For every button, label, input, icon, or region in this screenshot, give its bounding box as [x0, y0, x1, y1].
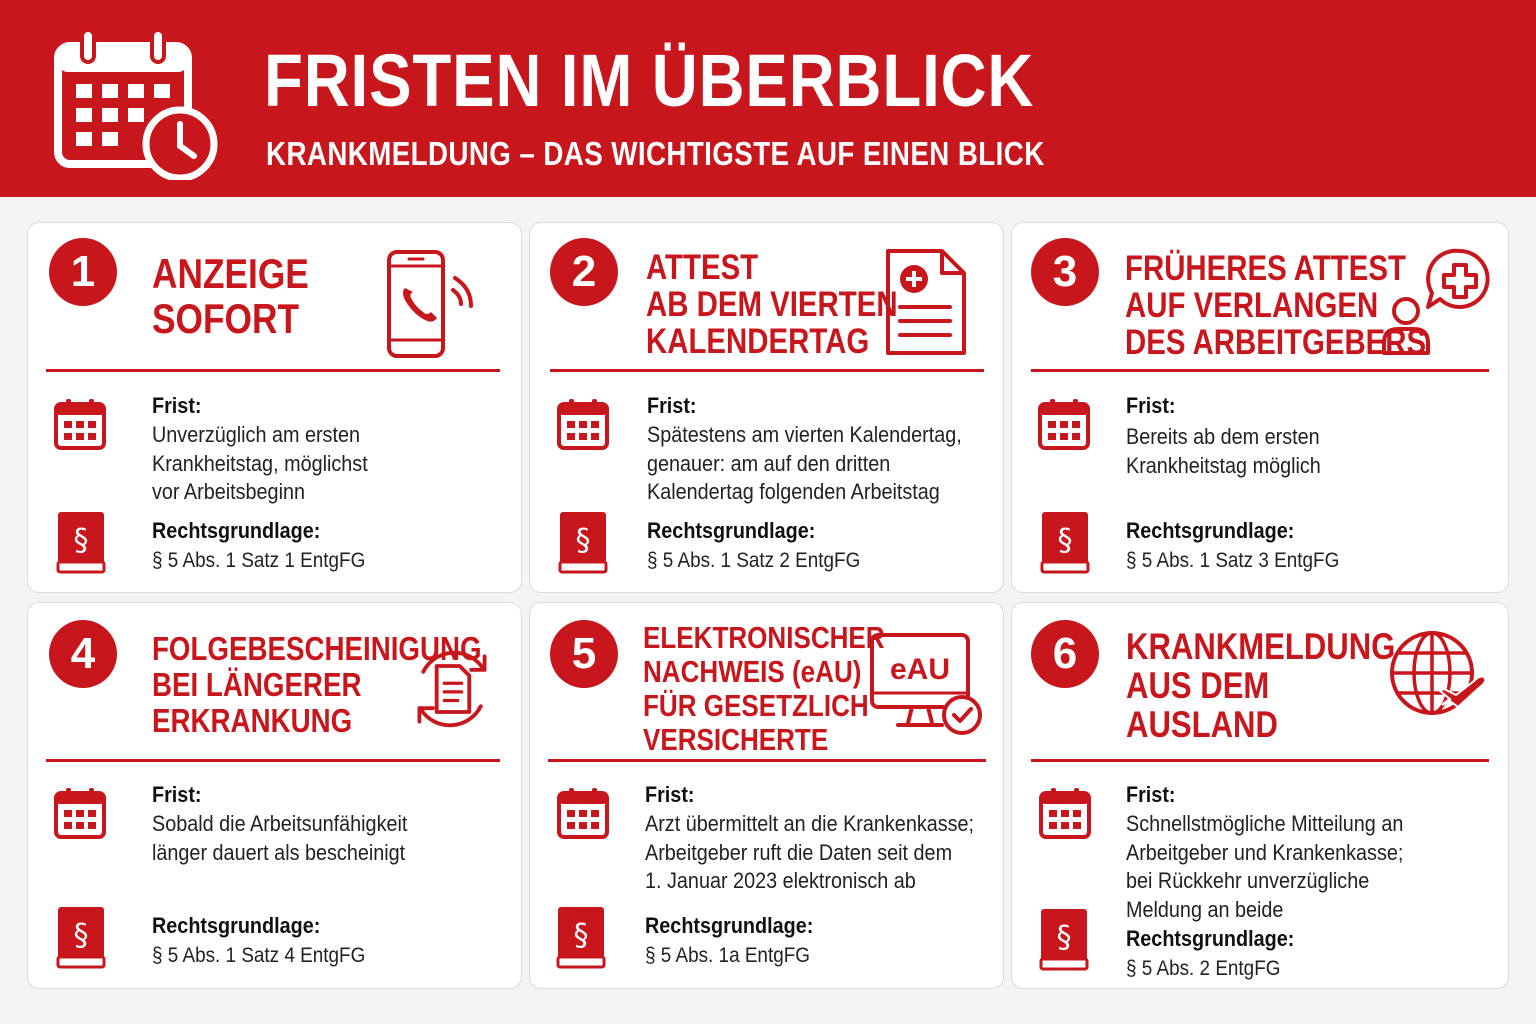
card-number: 4 — [49, 620, 117, 688]
svg-text:§: § — [73, 918, 89, 953]
card-6 — [1011, 602, 1509, 989]
divider — [46, 369, 500, 372]
card-number: 1 — [49, 238, 117, 306]
divider — [1031, 759, 1489, 762]
medical-document-icon — [884, 247, 968, 357]
deadline-label: Frist: — [1126, 782, 1176, 807]
deadline-label: Frist: — [152, 782, 202, 807]
law-book-icon — [56, 510, 106, 574]
document-renew-icon — [406, 643, 498, 735]
globe-plane-icon — [1388, 629, 1492, 729]
svg-text:§: § — [73, 523, 89, 558]
legal-basis-text: § 5 Abs. 1 Satz 1 EntgFG — [152, 549, 366, 572]
card-2 — [529, 222, 1004, 593]
divider — [46, 759, 500, 762]
deadline-text: Bereits ab dem ersten Krankheitstag möglich — [1126, 424, 1321, 478]
calendar-icon — [54, 787, 106, 839]
deadline-label: Frist: — [1126, 393, 1176, 418]
card-1 — [27, 222, 522, 593]
card-title: FRÜHERES ATTEST AUF VERLANGEN DES ARBEITGEBERS — [1125, 249, 1427, 362]
deadline-text: Unverzüglich am ersten Krankheitstag, möglichst vor Arbeitsbeginn — [152, 422, 368, 504]
calendar-icon — [557, 787, 609, 839]
calendar-icon — [557, 398, 609, 450]
legal-basis-label: Rechtsgrundlage: — [645, 913, 814, 938]
legal-basis-text: § 5 Abs. 2 EntgFG — [1126, 957, 1281, 980]
card-title: FOLGEBESCHEINIGUNG BEI LÄNGERER ERKRANKUNG — [152, 630, 482, 739]
law-book-icon — [558, 510, 608, 574]
deadline-label: Frist: — [645, 782, 695, 807]
card-title: ELEKTRONISCHER NACHWEIS (eAU) FÜR GESETZLICH VERSICHERTE — [643, 620, 885, 757]
legal-basis-text: § 5 Abs. 1 Satz 3 EntgFG — [1126, 549, 1340, 572]
legal-basis-label: Rechtsgrundlage: — [647, 518, 816, 543]
card-title: KRANKMELDUNG AUS DEM AUSLAND — [1126, 626, 1396, 745]
deadline-text: Sobald die Arbeitsunfähigkeit länger dauert als bescheinigt — [152, 811, 408, 865]
card-number: 6 — [1031, 620, 1099, 688]
legal-basis-label: Rechtsgrundlage: — [152, 518, 321, 543]
law-book-icon — [1040, 510, 1090, 574]
card-title: ATTEST AB DEM VIERTEN KALENDERTAG — [646, 248, 898, 361]
calendar-icon — [1038, 398, 1090, 450]
card-3 — [1011, 222, 1509, 593]
calendar-icon — [54, 398, 106, 450]
person-medical-request-icon — [1380, 245, 1490, 355]
law-book-icon — [56, 905, 106, 969]
deadline-text: Schnellstmögliche Mitteilung an Arbeitgeber und Krankenkasse; bei Rückkehr unverzügliche Meldung an beide — [1126, 811, 1404, 922]
calendar-clock-icon — [52, 28, 220, 180]
monitor-check-icon — [868, 631, 984, 741]
phone-icon — [383, 250, 483, 360]
law-book-icon — [556, 905, 606, 969]
svg-text:§: § — [573, 918, 589, 953]
card-number: 5 — [550, 620, 618, 688]
card-number: 2 — [550, 238, 618, 306]
card-4 — [27, 602, 522, 989]
card-5 — [529, 602, 1004, 989]
legal-basis-label: Rechtsgrundlage: — [152, 913, 321, 938]
calendar-icon — [1039, 787, 1091, 839]
legal-basis-label: Rechtsgrundlage: — [1126, 518, 1295, 543]
divider — [550, 369, 984, 372]
legal-basis-text: § 5 Abs. 1 Satz 2 EntgFG — [647, 549, 861, 572]
svg-text:eAU: eAU — [889, 653, 951, 686]
deadline-text: Arzt übermittelt an die Krankenkasse; Arbeitgeber ruft die Daten seit dem 1. Januar 2023 elektronisch ab — [645, 811, 975, 893]
law-book-icon — [1039, 907, 1089, 971]
page-subtitle: KRANKMELDUNG – DAS WICHTIGSTE AUF EINEN BLICK — [266, 135, 1045, 172]
card-number: 3 — [1031, 238, 1099, 306]
divider — [548, 759, 986, 762]
legal-basis-text: § 5 Abs. 1 Satz 4 EntgFG — [152, 944, 366, 967]
divider — [1031, 369, 1489, 372]
legal-basis-text: § 5 Abs. 1a EntgFG — [645, 944, 810, 967]
deadline-text: Spätestens am vierten Kalendertag, genauer: am auf den dritten Kalendertag folgenden Arbeitstag — [647, 422, 962, 504]
header-banner — [0, 0, 1536, 197]
svg-text:§: § — [575, 523, 591, 558]
svg-text:§: § — [1057, 523, 1073, 558]
svg-text:§: § — [1056, 920, 1072, 955]
deadline-label: Frist: — [647, 393, 697, 418]
legal-basis-label: Rechtsgrundlage: — [1126, 926, 1295, 951]
page-title: FRISTEN IM ÜBERBLICK — [264, 39, 1035, 122]
deadline-label: Frist: — [152, 393, 202, 418]
card-title: ANZEIGE SOFORT — [152, 250, 309, 342]
